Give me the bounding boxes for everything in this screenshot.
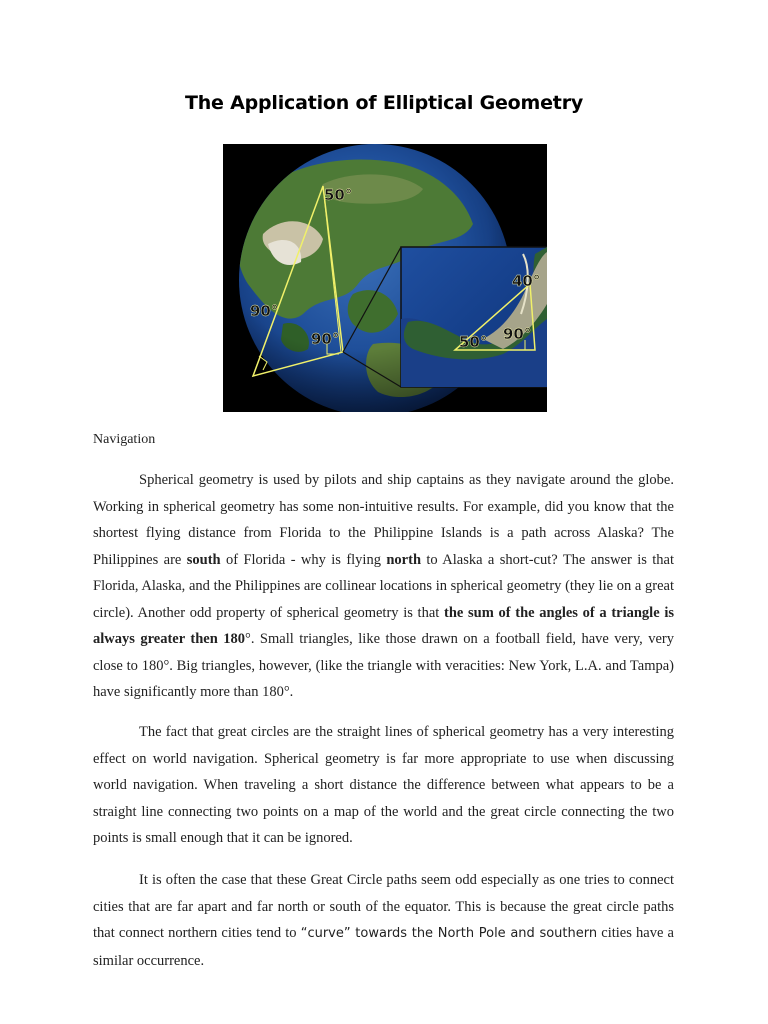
paragraph-1 — [93, 467, 674, 706]
paragraph-1-text-d: °. Small triangles, like those drawn on a football field, have very, very close to 180°. Big triangles, however, (like the triangle with veracities: New York, L.A. and Tampa) have significantly more than 180°. — [93, 631, 674, 700]
globe-angle-left: 90° — [250, 302, 279, 320]
paragraph-3-text-a: It is often the case that these Great Circle paths seem odd especially as one tries to connect cities that are far apart and far north or south of the equator. This is because the great circle paths that connect northern cities tend to — [93, 872, 674, 941]
paragraph-3 — [93, 867, 674, 974]
inset-map — [401, 247, 547, 387]
paragraph-1-text-b: of Florida - why is flying — [220, 551, 387, 568]
page-title: The Application of Elliptical Geometry — [184, 92, 584, 114]
paragraph-1-text-a: Spherical geometry is used by pilots and ship captains as they navigate around the globe. Working in spherical geometry has some non-intuitive results. For example, did you know that the shortest flying distance from Florida to the Philippine Islands is a path across Alaska? The Philippines are — [93, 472, 674, 568]
paragraph-2-text: The fact that great circles are the straight lines of spherical geometry has a very interesting effect on world navigation. Spherical geometry is far more appropriate to use when discussing world navigation. When traveling a short distance the difference between what appears to be a straight line connecting two points on a map of the world and the great circle connecting the two points is small enough that it can be ignored. — [93, 724, 674, 846]
paragraph-1-text-c: to Alaska a short-cut? The answer is that Florida, Alaska, and the Philippines are collinear locations in spherical geometry (they lie on a great circle). Another odd property of spherical geometry is that — [93, 551, 674, 621]
paragraph-3-text-b: “curve” towards the North Pole and southern — [300, 926, 598, 941]
inset-angle-left: 50° — [459, 333, 488, 351]
globe-figure — [223, 144, 547, 412]
globe-angle-top: 50° — [324, 186, 353, 204]
paragraph-3-text-c: cities have a similar occurrence. — [93, 925, 674, 969]
paragraph-1-bold-sum: the sum of the angles of a triangle is always greater then 180 — [93, 604, 674, 647]
paragraph-1-bold-north: north — [386, 551, 422, 568]
inset-angle-top: 40° — [512, 272, 541, 290]
globe-illustration — [223, 144, 547, 412]
inset-angle-right: 90° — [503, 325, 532, 343]
paragraph-2 — [93, 719, 674, 852]
globe-angle-bottom: 90° — [311, 330, 340, 348]
section-heading: Navigation — [93, 432, 156, 447]
paragraph-1-bold-south: south — [186, 551, 221, 568]
